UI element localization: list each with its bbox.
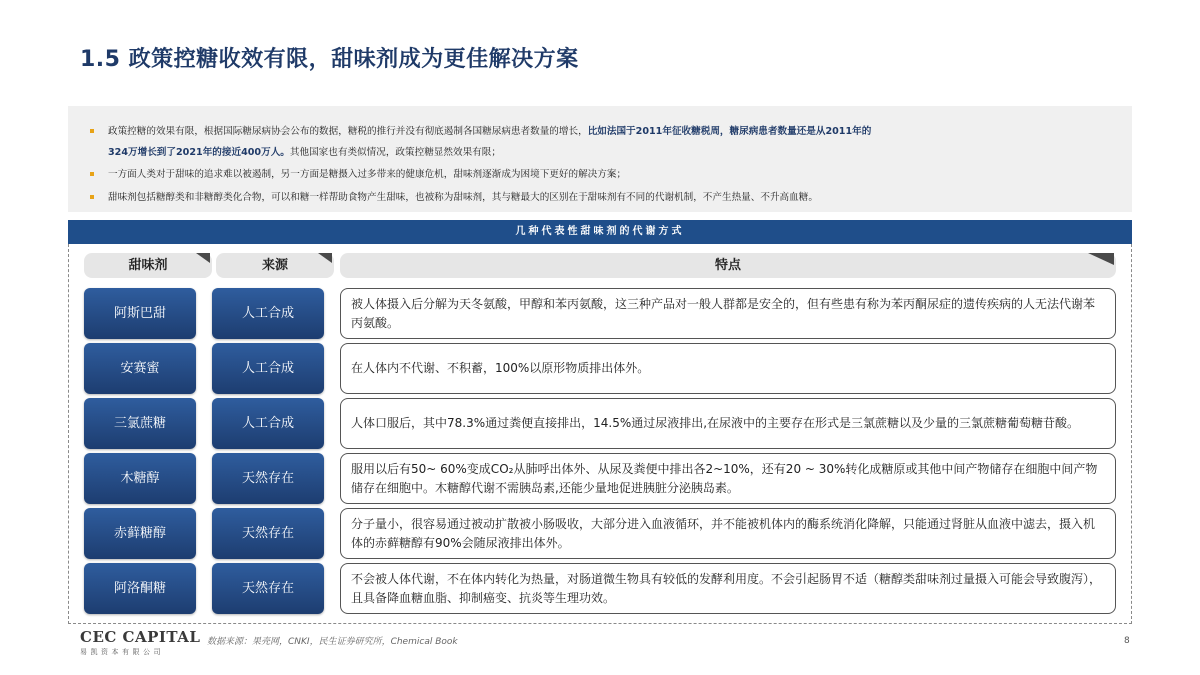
logo-sub-text: 易凯资本有限公司 xyxy=(80,648,164,656)
feature-text: 分子量小，很容易通过被动扩散被小肠吸收，大部分进入血液循环，并不能被机体内的酶系统消化降解，只能通过肾脏从血液中滤去，摄入机体的赤藓糖醇有90%会随尿液排出体外。 xyxy=(351,516,1096,550)
summary-highlight: 比如法国于2011年征收糖税周，糖尿病患者数量还是从2011年的 xyxy=(587,126,872,137)
feature-text: 不会被人体代谢，不在体内转化为热量，对肠道微生物具有较低的发酵利用度。不会引起肠胃不适（糖醇类甜味剂过量摄入可能会导致腹泻），且具备降血糖血脂、抑制癌变、抗炎等生理功效。 xyxy=(351,571,1102,605)
table-row xyxy=(84,563,1116,614)
column-header-source: 来源 xyxy=(216,253,334,278)
sweetener-name: 安赛蜜 xyxy=(84,343,196,394)
sweetener-feature xyxy=(340,288,1116,339)
sweetener-feature xyxy=(340,508,1116,559)
summary-highlight: 324万增长到了2021年的接近400万人。 xyxy=(108,147,290,158)
column-header-feature: 特点 xyxy=(340,253,1116,278)
sweetener-feature xyxy=(340,563,1116,614)
summary-bullet-3: 甜味剂包括糖醇类和非糖醇类化合物，可以和糖一样帮助食物产生甜味，也被称为甜味剂，其与糖最大的区别在于甜味剂有不同的代谢机制，不产生热量、不升高血糖。 xyxy=(90,186,1114,209)
logo-main-text: CEC CAPITAL xyxy=(80,628,201,646)
table-title: 几种代表性甜味剂的代谢方式 xyxy=(68,220,1132,244)
summary-box xyxy=(68,106,1132,212)
sweetener-name: 木糖醇 xyxy=(84,453,196,504)
sweetener-name: 阿斯巴甜 xyxy=(84,288,196,339)
feature-text: 在人体内不代谢、不积蓄，100%以原形物质排出体外。 xyxy=(351,361,650,375)
table-row xyxy=(84,343,1116,394)
table-row xyxy=(84,453,1116,504)
sweetener-source: 人工合成 xyxy=(212,398,324,449)
page-number: 8 xyxy=(1124,636,1130,646)
sweetener-name: 三氯蔗糖 xyxy=(84,398,196,449)
table-row xyxy=(84,288,1116,339)
sweetener-name: 阿洛酮糖 xyxy=(84,563,196,614)
summary-bullet-1 xyxy=(90,120,1114,163)
sweetener-name: 赤藓糖醇 xyxy=(84,508,196,559)
sweetener-source: 天然存在 xyxy=(212,453,324,504)
sweetener-feature xyxy=(340,343,1116,394)
feature-text: 人体口服后，其中78.3%通过粪便直接排出，14.5%通过尿液排出,在尿液中的主要存在形式是三氯蔗糖以及少量的三氯蔗糖葡萄糖苷酸。 xyxy=(351,416,1080,430)
summary-text: 政策控糖的效果有限，根据国际糖尿病协会公布的数据，糖税的推行并没有彻底遏制各国糖尿病患者数量的增长， xyxy=(108,126,588,137)
data-source-note: 数据来源：果壳网，CNKI，民生证券研究所，Chemical Book xyxy=(207,637,458,647)
feature-text: 被人体摄入后分解为天冬氨酸，甲醇和苯丙氨酸，这三种产品对一般人群都是安全的，但有些患有称为苯丙酮尿症的遗传疾病的人无法代谢苯丙氨酸。 xyxy=(351,296,1096,330)
sweetener-source: 天然存在 xyxy=(212,563,324,614)
sweetener-source: 人工合成 xyxy=(212,343,324,394)
sweetener-source: 人工合成 xyxy=(212,288,324,339)
table-row xyxy=(84,508,1116,559)
corner-fold-decoration xyxy=(1088,253,1114,265)
sweetener-feature xyxy=(340,398,1116,449)
column-header-sweetener: 甜味剂 xyxy=(84,253,212,278)
corner-fold-decoration xyxy=(196,253,210,263)
summary-bullet-2: 一方面人类对于甜味的追求难以被遏制，另一方面是糖摄入过多带来的健康危机，甜味剂逐渐成为困境下更好的解决方案； xyxy=(90,163,1114,186)
feature-text: 服用以后有50~ 60%变成CO₂从肺呼出体外、从尿及粪便中排出各2~10%，还有20 ~ 30%转化成糖原或其他中间产物储存在细胞中间产物储存在细胞中。木糖醇代谢不需胰岛素,还能少量地促进胰脏分泌胰岛素。 xyxy=(351,461,1098,495)
summary-text: 其他国家也有类似情况，政策控糖显然效果有限； xyxy=(289,147,501,158)
page-title: 1.5 政策控糖收效有限，甜味剂成为更佳解决方案 xyxy=(80,47,579,72)
sweetener-feature xyxy=(340,453,1116,504)
sweetener-source: 天然存在 xyxy=(212,508,324,559)
corner-fold-decoration xyxy=(318,253,332,263)
company-logo xyxy=(80,628,200,657)
table-row xyxy=(84,398,1116,449)
